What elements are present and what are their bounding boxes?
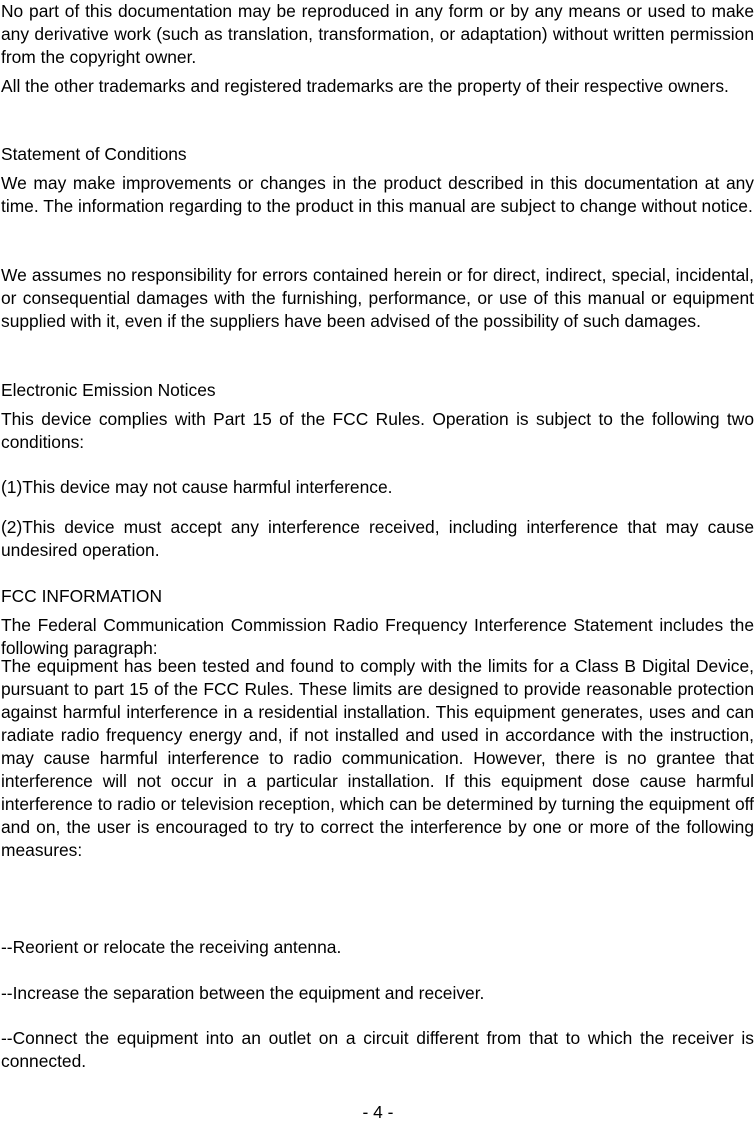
trademarks-paragraph: All the other trademarks and registered trademarks are the property of their respective owners. (1, 76, 729, 96)
measure-1-paragraph: --Reorient or relocate the receiving antenna. (1, 937, 342, 957)
emission-heading: Electronic Emission Notices (1, 380, 216, 400)
improvements-paragraph: We may make improvements or changes in the product described in this documentation at any time. The information regarding to the product in this manual are subject to change without notice. (1, 173, 754, 216)
copyright-paragraph: No part of this documentation may be reproduced in any form or by any means or used to make any derivative work (such as translation, transformation, or adaptation) without written permission from the copyright owner. (1, 1, 754, 67)
conditions-heading: Statement of Conditions (1, 144, 187, 164)
fcc-statement-paragraph: The Federal Communication Commission Radio Frequency Interference Statement includes the following paragraph: (1, 615, 754, 658)
responsibility-paragraph: We assumes no responsibility for errors contained herein or for direct, indirect, special, incidental, or consequential damages with the furnishing, performance, or use of this manual or equipment supplied with it, even if the suppliers have been advised of the possibility of such damages. (1, 265, 754, 331)
page-number: - 4 - (362, 1102, 394, 1122)
condition-2-paragraph: (2)This device must accept any interference received, including interference that may cause undesired operation. (1, 517, 754, 560)
measure-3-paragraph: --Connect the equipment into an outlet on a circuit different from that to which the receiver is connected. (1, 1028, 754, 1071)
fcc-heading: FCC INFORMATION (1, 586, 163, 606)
measure-2-paragraph: --Increase the separation between the equipment and receiver. (1, 983, 485, 1003)
fcc-part15-paragraph: This device complies with Part 15 of the FCC Rules. Operation is subject to the following two conditions: (1, 409, 754, 452)
fcc-body-paragraph: The equipment has been tested and found to comply with the limits for a Class B Digital Device, pursuant to part 15 of the FCC Rules. These limits are designed to provide reasonable protection against harmful interference in a residential installation. This equipment generates, uses and can radiate radio frequency energy and, if not installed and used in accordance with the instruction, may cause harmful interference to radio communication. However, there is no grantee that interference will not occur in a particular installation. If this equipment dose cause harmful interference to radio or television reception, which can be determined by turning the equipment off and on, the user is encouraged to try to correct the interference by one or more of the following measures: (1, 656, 754, 860)
condition-1-paragraph: (1)This device may not cause harmful interference. (1, 477, 393, 497)
